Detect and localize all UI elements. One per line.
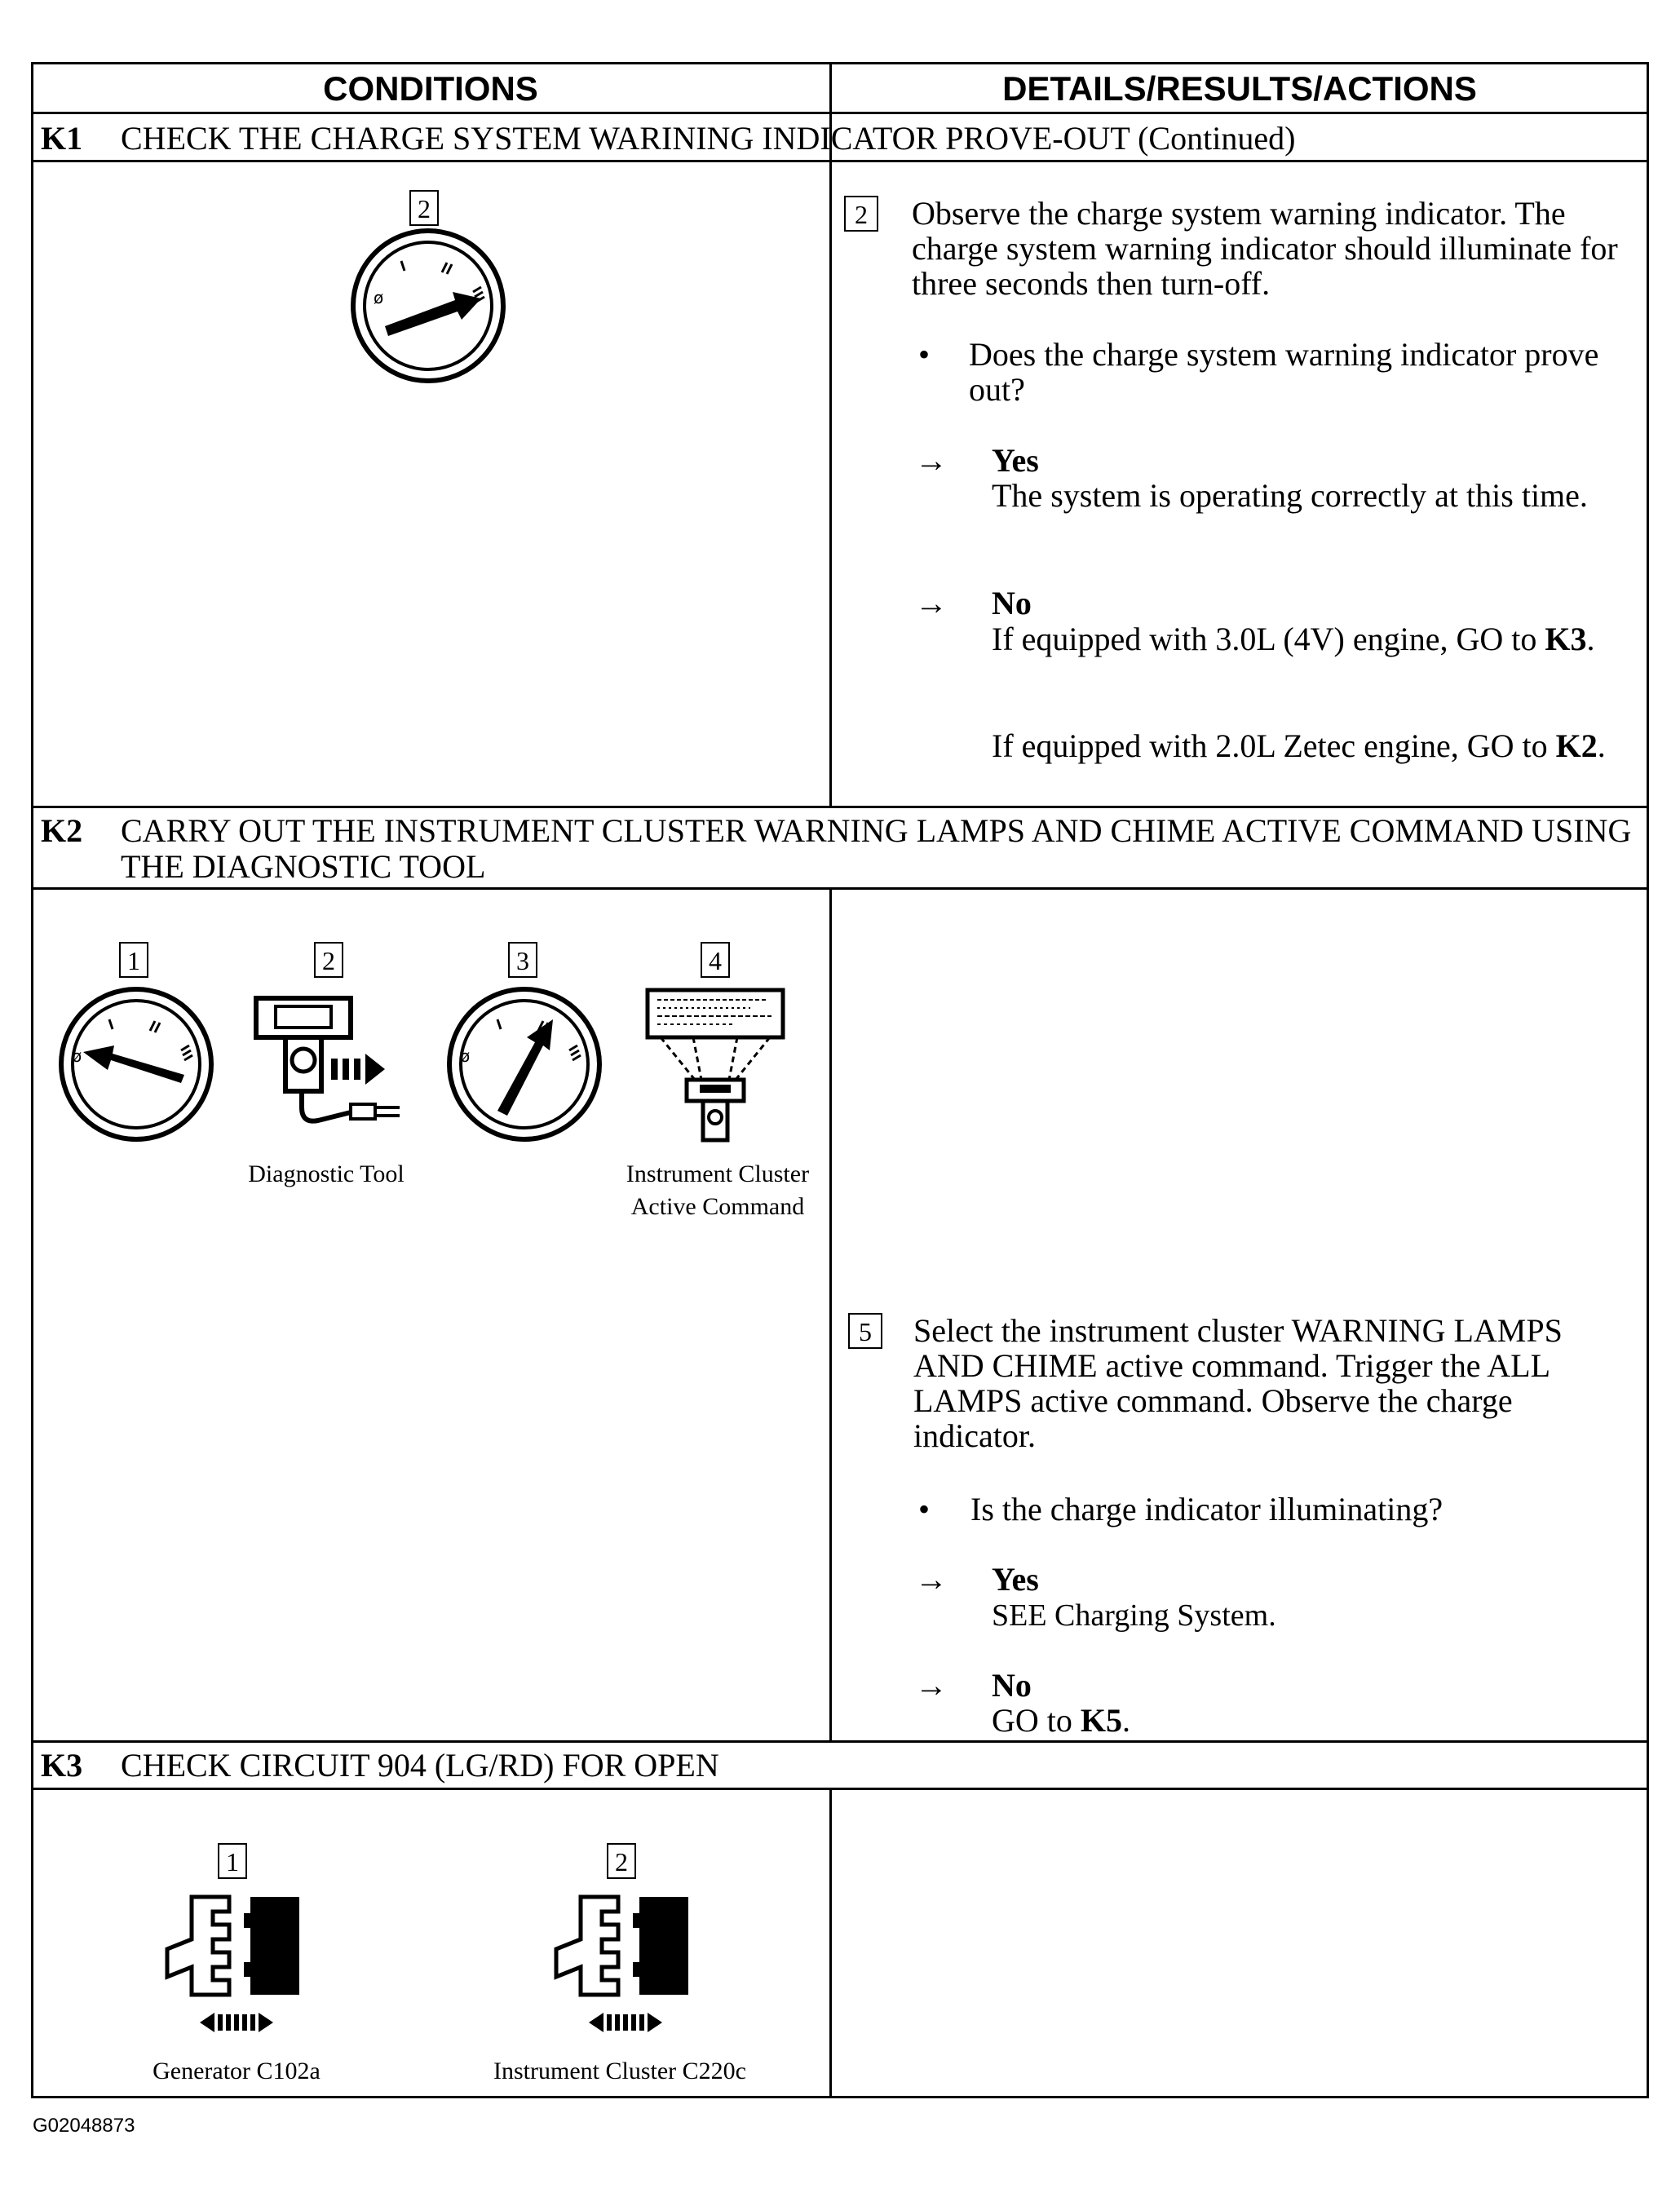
k3-step-2-number: 2 [607,1843,636,1879]
k3-title: CHECK CIRCUIT 904 (LG/RD) FOR OPEN [121,1747,719,1784]
k2-step-text: Select the instrument cluster WARNING LAMPS AND CHIME active command. Trigger the ALL LAMPS active command. Observe the charge indicator. [913,1312,1563,1454]
ignition-switch-icon [59,987,214,1142]
k1-bottom-rule [31,806,1649,808]
k2-yes-label: Yes [992,1561,1039,1598]
caption-cluster-active-command: Instrument Cluster Active Command [626,1160,810,1220]
svg-text:ø: ø [72,1046,82,1066]
k1-no-line-2 [992,728,1636,763]
k2-right-step-number: 5 [848,1313,882,1349]
k3-step-1-number: 1 [218,1843,247,1879]
k1-no-label: No [992,585,1032,621]
k1-no-ref-2[interactable]: K2 [1555,727,1598,764]
instrument-cluster-icon [644,987,791,1142]
k1-no-text-1: If equipped with 3.0L (4V) engine, GO to [992,621,1537,657]
k2-step-2-number: 2 [314,942,343,978]
k2-no-line [992,1703,1636,1738]
k3-title-rule [31,1788,1649,1790]
k2-yes-arrow-icon: → [915,1561,948,1598]
caption-diagnostic-tool: Diagnostic Tool [248,1160,405,1187]
k3-id: K3 [41,1747,83,1784]
k1-yes-arrow-icon: → [915,442,948,479]
k1-no-ref-1[interactable]: K3 [1545,621,1587,657]
k2-step-4-number: 4 [701,942,730,978]
k2-no-ref[interactable]: K5 [1080,1702,1123,1739]
k2-title-rule [31,887,1649,890]
ignition-switch-icon [447,987,602,1142]
connector-icon [159,1892,314,2039]
period: . [1586,621,1595,657]
k1-title: CHECK THE CHARGE SYSTEM WARINING INDICATOR PROVE-OUT (Continued) [121,120,1296,157]
k2-yes-text: SEE Charging System. [992,1598,1276,1633]
svg-text:ø: ø [460,1046,471,1066]
diagnostic-tool-icon [253,993,416,1140]
details-header: DETAILS/RESULTS/ACTIONS [1002,69,1477,108]
k2-question: Is the charge indicator illuminating? [970,1491,1443,1527]
k1-step-text: Observe the charge system warning indicator. The charge system warning indicator should illuminate for three seconds then turn-off. [912,195,1618,302]
k2-step-1-number: 1 [119,942,148,978]
period: . [1122,1702,1131,1739]
k1-title-rule [31,160,1649,162]
k1-right-step-number: 2 [844,196,878,232]
caption-generator-connector: Generator C102a [153,2058,321,2084]
k1-yes-label: Yes [992,442,1039,479]
period: . [1597,727,1606,764]
k1-left-step-number: 2 [409,190,439,226]
k1-yes-text: The system is operating correctly at this time. [992,477,1588,514]
k2-no-label: No [992,1667,1032,1704]
conditions-header: CONDITIONS [323,69,538,108]
k1-section-title [41,121,1638,157]
figure-code: G02048873 [33,2115,135,2137]
k2-section-title [41,813,1638,885]
k2-bottom-rule [31,1740,1649,1743]
k2-no-text: GO to [992,1702,1072,1739]
svg-text:ø: ø [374,288,384,307]
ignition-switch-icon [351,228,506,383]
connector-icon [548,1892,703,2039]
column-divider [829,160,832,808]
caption-instrument-cluster-connector: Instrument Cluster C220c [493,2058,746,2084]
k1-no-text-2: If equipped with 2.0L Zetec engine, GO to [992,727,1548,764]
k1-no-arrow-icon: → [915,585,948,621]
column-divider [829,1788,832,2098]
column-divider [829,887,832,1743]
k1-no-line-1 [992,621,1636,656]
k3-section-title [41,1748,1638,1784]
k2-id: K2 [41,812,83,849]
k1-id: K1 [41,120,83,157]
k2-bullet: • [918,1491,931,1527]
k1-bullet: • [918,336,931,373]
k2-no-arrow-icon: → [915,1667,948,1704]
k2-title: CARRY OUT THE INSTRUMENT CLUSTER WARNING LAMPS AND CHIME ACTIVE COMMAND USING THE DIAGNOSTIC TOOL [121,812,1632,885]
k1-question: Does the charge system warning indicator prove out? [969,336,1599,408]
k2-step-3-number: 3 [508,942,537,978]
